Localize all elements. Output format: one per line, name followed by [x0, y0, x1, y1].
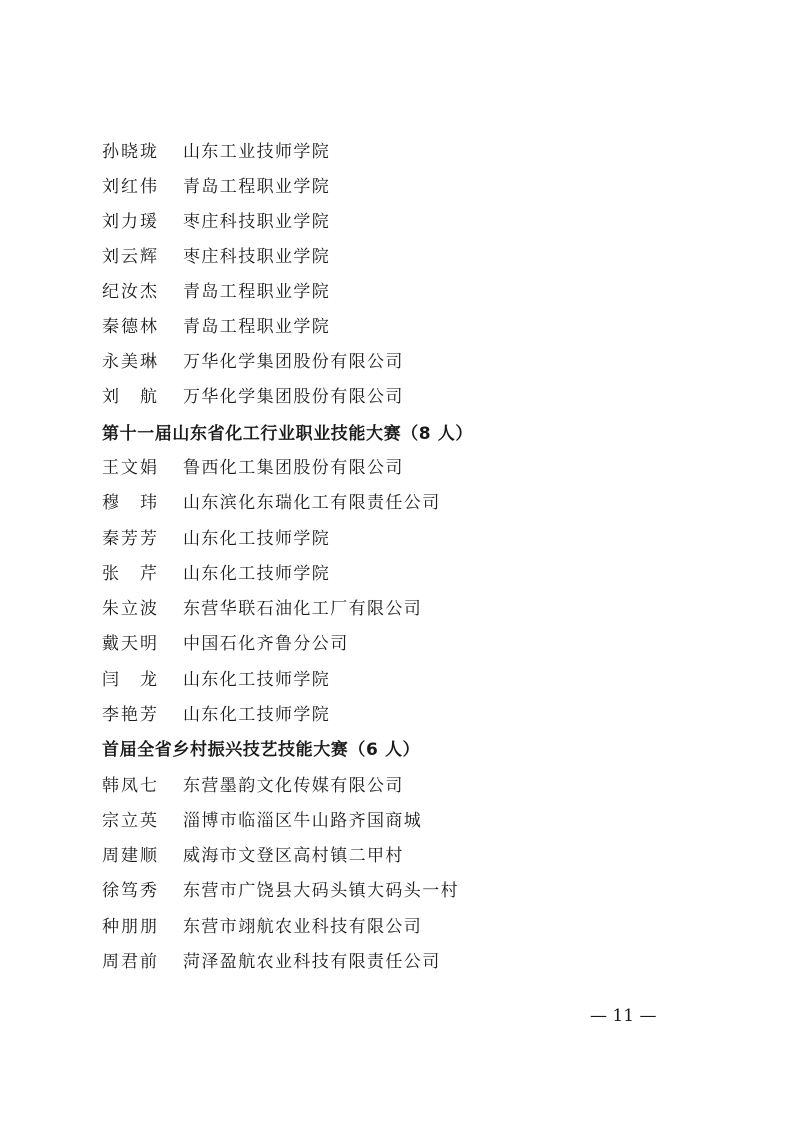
- organization-name: 威海市文登区高村镇二甲村: [183, 846, 404, 866]
- organization-name: 鲁西化工集团股份有限公司: [183, 458, 404, 478]
- organization-name: 中国石化齐鲁分公司: [183, 634, 349, 654]
- person-name: 秦芳芳: [102, 529, 159, 549]
- person-name: 刘云辉: [102, 247, 159, 267]
- person-name: 徐笃秀: [102, 881, 159, 901]
- person-name: 宗立英: [102, 811, 159, 831]
- person-name: 穆 玮: [102, 493, 159, 513]
- organization-name: 东营华联石油化工厂有限公司: [183, 599, 423, 619]
- person-name: 孙晓珑: [102, 142, 159, 162]
- person-name: 纪汝杰: [102, 282, 159, 302]
- organization-name: 山东化工技师学院: [183, 670, 331, 690]
- person-name: 韩凤七: [102, 776, 159, 796]
- person-name: 李艳芳: [102, 705, 159, 725]
- organization-name: 枣庄科技职业学院: [183, 212, 331, 232]
- organization-name: 东营市翊航农业科技有限公司: [183, 917, 423, 937]
- organization-name: 山东化工技师学院: [183, 705, 331, 725]
- person-name: 闫 龙: [102, 670, 159, 690]
- person-name: 秦德林: [102, 317, 159, 337]
- organization-name: 东营墨韵文化传媒有限公司: [183, 776, 404, 796]
- section-title-chemical-competition: 第十一届山东省化工行业职业技能大赛（8 人）: [102, 424, 473, 444]
- organization-name: 万华化学集团股份有限公司: [183, 387, 404, 407]
- organization-name: 枣庄科技职业学院: [183, 247, 331, 267]
- person-name: 刘红伟: [102, 177, 159, 197]
- person-name: 刘力瑗: [102, 212, 159, 232]
- person-name: 周君前: [102, 952, 159, 972]
- page-number: — 11 —: [590, 1006, 657, 1026]
- organization-name: 山东化工技师学院: [183, 529, 331, 549]
- person-name: 种朋朋: [102, 917, 159, 937]
- person-name: 王文娟: [102, 458, 159, 478]
- organization-name: 菏泽盈航农业科技有限责任公司: [183, 952, 441, 972]
- person-name: 戴天明: [102, 634, 159, 654]
- person-name: 朱立波: [102, 599, 159, 619]
- person-name: 张 芹: [102, 564, 159, 584]
- organization-name: 万华化学集团股份有限公司: [183, 352, 404, 372]
- person-name: 周建顺: [102, 846, 159, 866]
- organization-name: 山东滨化东瑞化工有限责任公司: [183, 493, 441, 513]
- person-name: 刘 航: [102, 387, 159, 407]
- organization-name: 青岛工程职业学院: [183, 282, 331, 302]
- person-name: 永美琳: [102, 352, 159, 372]
- organization-name: 山东工业技师学院: [183, 142, 331, 162]
- organization-name: 东营市广饶县大码头镇大码头一村: [183, 881, 459, 901]
- organization-name: 青岛工程职业学院: [183, 177, 331, 197]
- organization-name: 淄博市临淄区牛山路齐国商城: [183, 811, 423, 831]
- section-title-rural-revitalization-competition: 首届全省乡村振兴技艺技能大赛（6 人）: [102, 740, 421, 760]
- organization-name: 青岛工程职业学院: [183, 317, 331, 337]
- organization-name: 山东化工技师学院: [183, 564, 331, 584]
